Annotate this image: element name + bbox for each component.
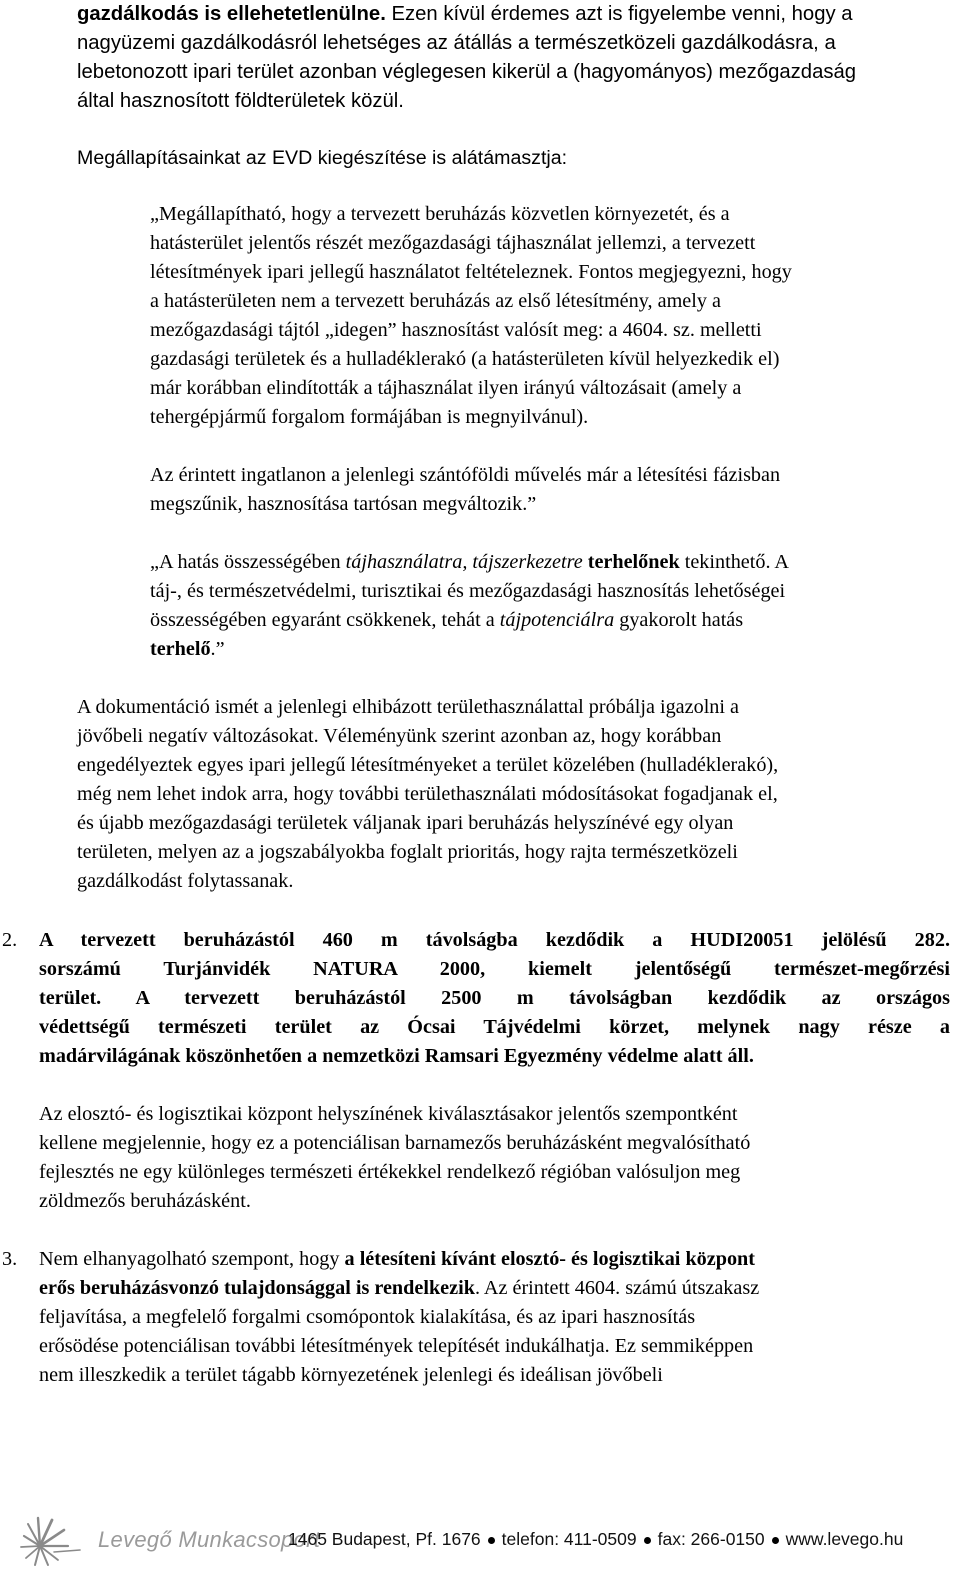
documentation-line: még nem lehet indok arra, hogy további területhasználati módosításokat fogadjanak el, (77, 783, 778, 805)
intro-paragraph (77, 0, 942, 116)
intro-line-4: által hasznosított földterületek közül. (77, 90, 404, 112)
quote3-line-1: „A hatás összességében tájhasználatra, tájszerkezetre terhelőnek tekinthető. A (150, 551, 790, 573)
item2-line: fejlesztés ne egy különleges természeti értékekkel rendelkező régióban valósuljon meg (39, 1161, 741, 1183)
item2-line: Az elosztó- és logisztikai központ helyszínének kiválasztásakor jelentős szempontként (39, 1103, 738, 1125)
footer-website-link[interactable]: www.levego.hu (785, 1529, 904, 1549)
footer-phone: telefon: 411-0509 (501, 1529, 637, 1549)
sunburst-logo-icon (18, 1510, 88, 1570)
quote1-line: mezőgazdasági tájtól „idegen” hasznosítást valósít meg: a 4604. sz. melletti (150, 319, 762, 341)
item3-line-4: erősödése potenciálisan további létesítmények telepítését indukálhatja. Ez semmiképpen (39, 1335, 754, 1357)
intro-bold: gazdálkodás is ellehetetlenülne. (77, 3, 386, 25)
quote-paragraph-3 (150, 548, 950, 664)
footer-fax: fax: 266-0150 (657, 1529, 765, 1549)
footer-address: 1465 Budapest, Pf. 1676 (288, 1529, 481, 1549)
footer-contact (288, 1529, 903, 1550)
quote1-line: gazdasági területek és a hulladéklerakó (a hatásterületen kívül helyezkedik el) (150, 348, 780, 370)
item2-bold-line: A tervezett beruházástól 460 m távolságba kezdődik a HUDI20051 jelölésű 282. (39, 929, 950, 951)
quote1-line: tehergépjármű forgalom formájában is megnyilvánul). (150, 406, 589, 428)
quote1-line: a hatásterületen nem a tervezett beruházás az első létesítmény, amely a (150, 290, 721, 312)
intro-line-1: gazdálkodás is ellehetetlenülne. Ezen kívül érdemes azt is figyelembe venni, hogy a (77, 3, 853, 25)
documentation-line: engedélyeztek egyes ipari jellegű létesítményeket a terület közelében (hulladéklerakó), (77, 754, 779, 776)
quote3-line-4: terhelő.” (150, 638, 225, 660)
quote1-line: hatásterület jelentős részét mezőgazdasági tájhasználat jellemzi, a tervezett (150, 232, 756, 254)
quote-paragraph-1 (150, 200, 895, 432)
item2-bold-line: terület. A tervezett beruházástól 2500 m távolságban kezdődik az országos (39, 987, 950, 1009)
findings-intro: Megállapításainkat az EVD kiegészítése is alátámasztja: (77, 147, 568, 169)
item2-bold-line: védettségű természeti terület az Ócsai Tájvédelmi körzet, melynek nagy része a (39, 1016, 950, 1038)
separator-dot-icon (644, 1537, 651, 1544)
documentation-line: területen, melyen az a jogszabályokba foglalt prioritás, hogy rajta természetközeli (77, 841, 738, 863)
intro-line-3: lebetonozott ipari terület azonban véglegesen kikerül a (hagyományos) mezőgazdaság (77, 61, 857, 83)
quote1-line: már korábban elindították a tájhasználat ilyen irányú változásait (amely a (150, 377, 742, 399)
list-number-2: 2. (2, 929, 18, 951)
item2-line: kellene megjelennie, hogy ez a potenciálisan barnamezős beruházásként megvalósítható (39, 1132, 751, 1154)
item2-bold-paragraph (39, 926, 950, 1071)
separator-dot-icon (488, 1537, 495, 1544)
item3-line-3: feljavítása, a megfelelő forgalmi csomópontok kialakítása, és az ipari hasznosítás (39, 1306, 696, 1328)
quote-paragraph-2 (150, 461, 940, 519)
item3-line-1: Nem elhanyagolható szempont, hogy a létesíteni kívánt elosztó- és logisztikai központ (39, 1248, 755, 1270)
documentation-line: és újabb mezőgazdasági területek váljanak ipari beruházás helyszínévé egy olyan (77, 812, 734, 834)
quote3-line-2: táj-, és természetvédelmi, turisztikai és mezőgazdasági hasznosítás lehetőségei (150, 580, 786, 602)
documentation-line: A dokumentáció ismét a jelenlegi elhibázott területhasználattal próbálja igazolni a (77, 696, 740, 718)
quote1-line: „Megállapítható, hogy a tervezett beruházás közvetlen környezetét, és a (150, 203, 730, 225)
list-number-3: 3. (2, 1248, 18, 1270)
item2-bold-line: sorszámú Turjánvidék NATURA 2000, kiemelt jelentőségű természet-megőrzési (39, 958, 950, 980)
item3-line-5: nem illeszkedik a terület tágabb környezetének jelenlegi és ideálisan jövőbeli (39, 1364, 663, 1386)
item2-paragraph (39, 1100, 919, 1216)
item3-paragraph (39, 1245, 944, 1390)
intro-line-2: nagyüzemi gazdálkodásról lehetséges az átállás a természetközeli gazdálkodásra, a (77, 32, 836, 54)
quote3-line-3: összességében egyaránt csökkenek, tehát a tájpotenciálra gyakorolt hatás (150, 609, 744, 631)
documentation-line: gazdálkodást folytassanak. (77, 870, 294, 892)
page-footer (18, 1510, 960, 1570)
quote1-line: létesítmények ipari jellegű használatot feltételeznek. Fontos megjegyezni, hogy (150, 261, 792, 283)
documentation-line: jövőbeli negatív változásokat. Véleményünk szerint azonban az, hogy korábban (77, 725, 722, 747)
separator-dot-icon (772, 1537, 779, 1544)
documentation-paragraph (77, 693, 947, 896)
quote2-line: megszűnik, hasznosítása tartósan megváltozik.” (150, 493, 537, 515)
item3-line-2: erős beruházásvonzó tulajdonsággal is rendelkezik. Az érintett 4604. számú útszakasz (39, 1277, 760, 1299)
item2-bold-line: madárvilágának köszönhetően a nemzetközi Ramsari Egyezmény védelme alatt áll. (39, 1045, 754, 1067)
item2-line: zöldmezős beruházásként. (39, 1190, 251, 1212)
quote2-line: Az érintett ingatlanon a jelenlegi szántóföldi művelés már a létesítési fázisban (150, 464, 781, 486)
footer-brand: Levegő Munkacsoport (98, 1527, 321, 1552)
